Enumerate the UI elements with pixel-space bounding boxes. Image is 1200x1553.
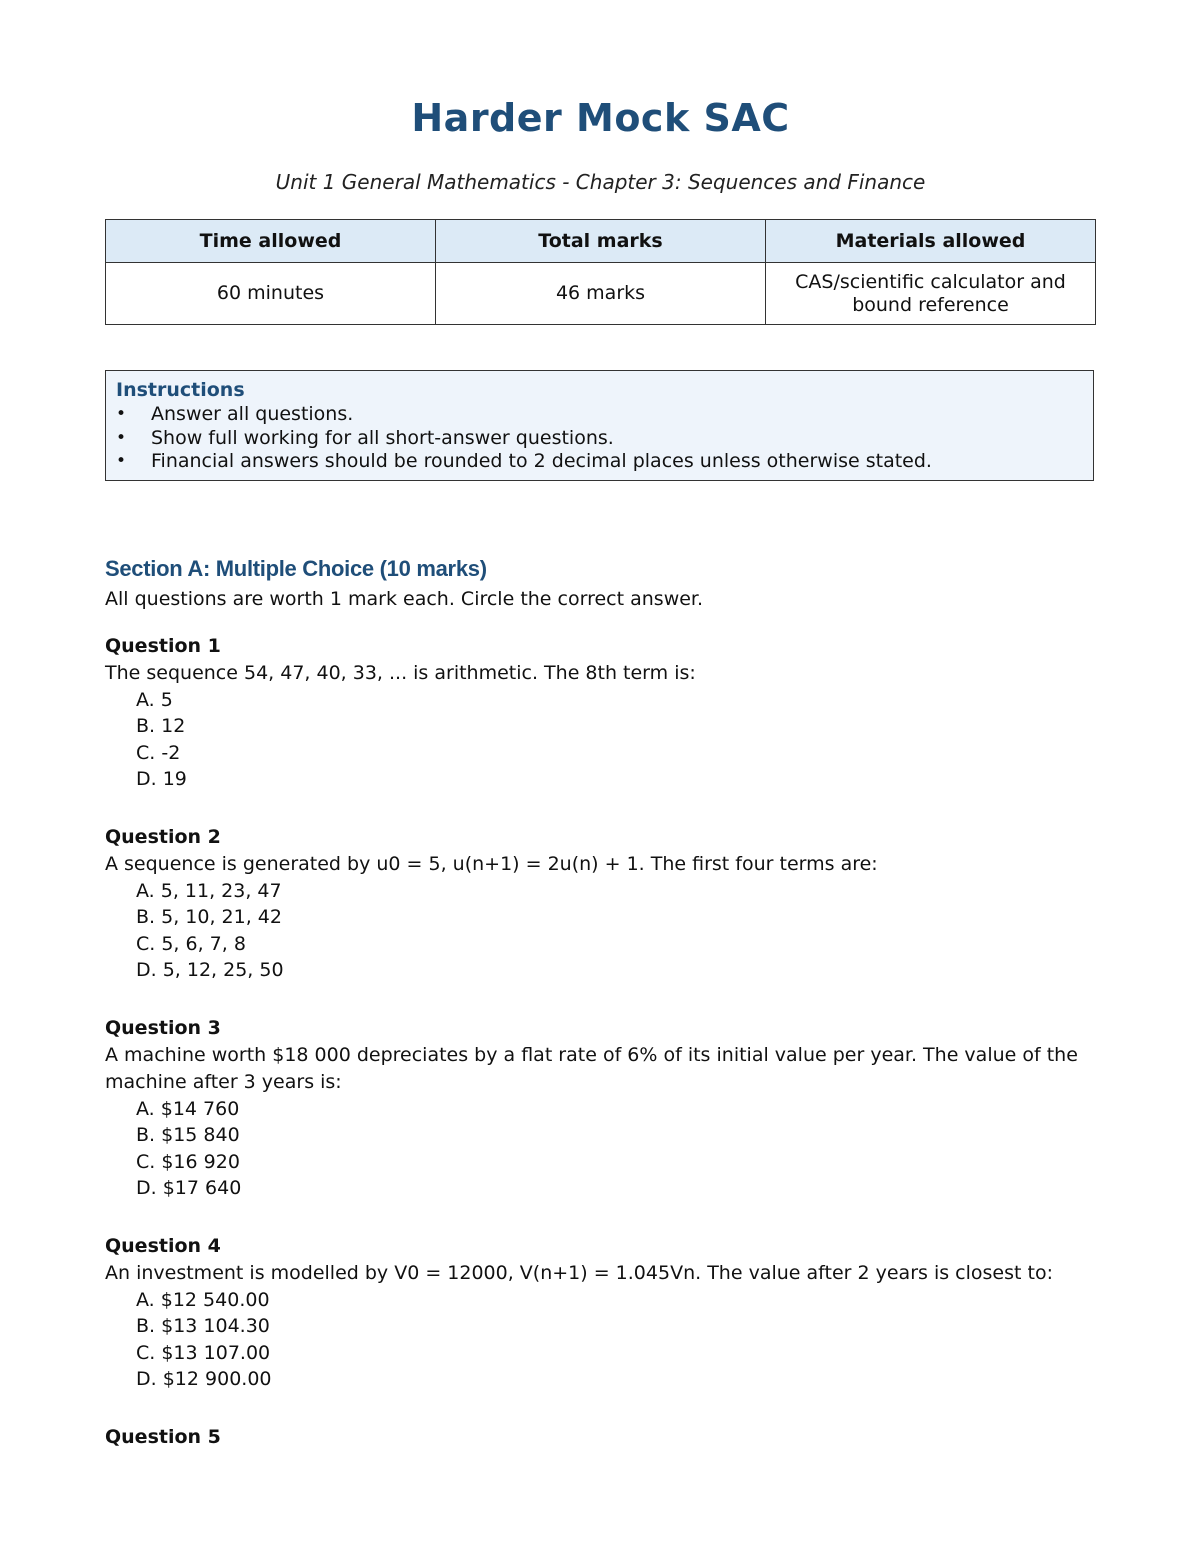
answer-option-a[interactable]: A. $14 760 — [136, 1098, 240, 1120]
answer-options — [105, 1096, 1096, 1201]
page-subtitle: Unit 1 General Mathematics - Chapter 3: Sequences and Finance — [275, 170, 926, 194]
answer-option-c[interactable]: C. -2 — [136, 741, 181, 764]
answer-options — [105, 687, 1096, 792]
header-materials-allowed: Materials allowed — [766, 220, 1096, 263]
header-total-marks: Total marks — [436, 220, 766, 263]
answer-option-d[interactable]: D. $12 900.00 — [136, 1367, 272, 1390]
answer-option-a[interactable]: A. $12 540.00 — [136, 1289, 270, 1311]
info-table-value-row — [106, 263, 1096, 325]
question-label: Question 2 — [105, 826, 221, 848]
info-table-header-row — [106, 220, 1096, 263]
bullet-icon: • — [116, 451, 127, 471]
exam-info-table — [105, 219, 1096, 325]
value-materials-allowed: CAS/scientific calculator and bound reference — [766, 263, 1096, 325]
answer-option-b[interactable]: B. 5, 10, 21, 42 — [136, 906, 282, 929]
section-a-description: All questions are worth 1 mark each. Circle the correct answer. — [105, 588, 704, 610]
question-label: Question 5 — [105, 1426, 221, 1448]
section-a-title: Section A: Multiple Choice (10 marks) — [105, 556, 487, 581]
answer-options — [105, 878, 1096, 983]
bullet-icon: • — [116, 404, 127, 424]
question-label: Question 4 — [105, 1235, 221, 1257]
question-2 — [105, 823, 1096, 983]
answer-option-d[interactable]: D. 19 — [136, 767, 187, 790]
bullet-icon: • — [116, 427, 127, 448]
question-3 — [105, 1014, 1096, 1201]
question-stem: An investment is modelled by V0 = 12000, V(n+1) = 1.045Vn. The value after 2 years is closest to: — [105, 1262, 1053, 1284]
value-total-marks: 46 marks — [436, 263, 766, 325]
question-label: Question 1 — [105, 635, 221, 657]
question-stem: The sequence 54, 47, 40, 33, ... is arithmetic. The 8th term is: — [105, 662, 696, 684]
answer-option-c[interactable]: C. $16 920 — [136, 1150, 240, 1173]
answer-option-c[interactable]: C. $13 107.00 — [136, 1341, 271, 1364]
answer-option-d[interactable]: D. 5, 12, 25, 50 — [136, 958, 284, 981]
instruction-item: • Financial answers should be rounded to 2 decimal places unless otherwise stated. — [116, 450, 932, 472]
answer-option-b[interactable]: B. $13 104.30 — [136, 1315, 270, 1338]
answer-option-b[interactable]: B. 12 — [136, 715, 186, 738]
question-stem: A sequence is generated by u0 = 5, u(n+1) = 2u(n) + 1. The first four terms are: — [105, 853, 878, 875]
answer-option-d[interactable]: D. $17 640 — [136, 1176, 242, 1199]
instructions-box — [105, 370, 1094, 481]
instructions-title: Instructions — [116, 379, 245, 401]
value-time-allowed: 60 minutes — [106, 263, 436, 325]
question-1 — [105, 632, 1096, 792]
answer-options — [105, 1287, 1096, 1392]
answer-option-b[interactable]: B. $15 840 — [136, 1124, 240, 1147]
answer-option-c[interactable]: C. 5, 6, 7, 8 — [136, 932, 246, 955]
instruction-item: • Answer all questions. — [116, 403, 354, 425]
question-5 — [105, 1423, 1096, 1451]
answer-option-a[interactable]: A. 5, 11, 23, 47 — [136, 880, 282, 902]
question-stem: A machine worth $18 000 depreciates by a flat rate of 6% of its initial value per year. The value of the machine after 3 years is: — [105, 1044, 1078, 1093]
question-label: Question 3 — [105, 1017, 221, 1039]
answer-option-a[interactable]: A. 5 — [136, 689, 173, 711]
instructions-list — [116, 403, 1083, 474]
header-time-allowed: Time allowed — [106, 220, 436, 263]
instruction-item: • Show full working for all short-answer questions. — [116, 426, 614, 449]
question-4 — [105, 1232, 1096, 1392]
page-title: Harder Mock SAC — [411, 96, 790, 140]
